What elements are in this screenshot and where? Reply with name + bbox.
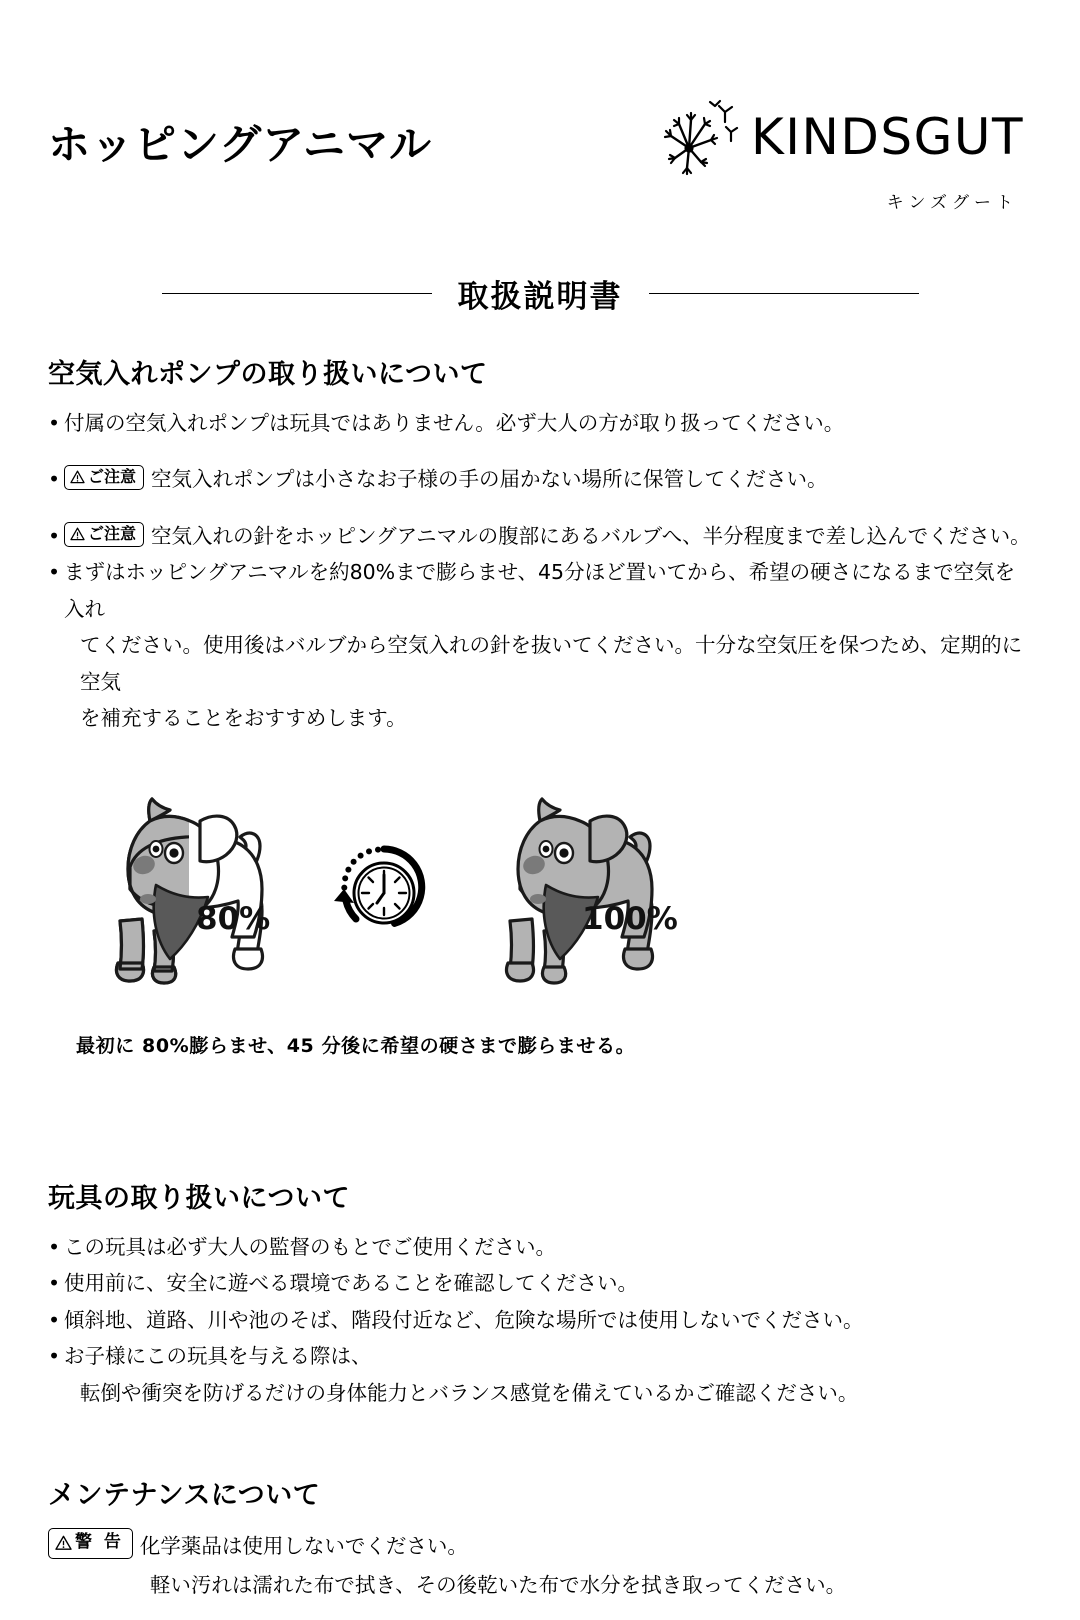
- caution-badge-label: ご注意: [88, 523, 137, 543]
- dog-left-label: 80%: [196, 900, 271, 937]
- bullet-text: お子様にこの玩具を与える際は、: [64, 1344, 372, 1369]
- bullet-dot: •: [48, 1271, 61, 1296]
- bullet-dot: •: [48, 1344, 61, 1369]
- section-heading-toy: 玩具の取り扱いについて: [48, 1182, 350, 1214]
- inflation-figure: [48, 777, 1032, 1058]
- paragraph-line-1: まずはホッピングアニマルを約80%まで膨らませ、45分ほど置いてから、希望の硬さになるまで空気を入れ: [64, 560, 1016, 621]
- bullet-dot: •: [48, 1234, 61, 1259]
- brand-name: KINDSGUT: [750, 108, 1024, 166]
- warning-badge: [48, 1528, 133, 1558]
- section-heading-maintenance: メンテナンスについて: [48, 1480, 321, 1512]
- list-item: [48, 461, 1032, 497]
- list-item: [48, 1265, 1032, 1301]
- dog-right-label: 100%: [582, 900, 678, 937]
- bullet-text: 空気入れポンプは小さなお子様の手の届かない場所に保管してください。: [151, 467, 828, 492]
- bullet-dot: •: [48, 411, 61, 435]
- paragraph-line-2: てください。使用後はバルブから空気入れの針を抜いてください。十分な空気圧を保つため、定期的に空気: [80, 633, 1023, 694]
- section-heading-pump: 空気入れポンプの取り扱いについて: [48, 359, 488, 390]
- caution-badge: [64, 465, 144, 490]
- page-header: [48, 0, 1032, 213]
- list-item: [48, 1229, 1032, 1265]
- list-item: [48, 518, 1032, 554]
- bullet-text: この玩具は必ず大人の監督のもとでご使用ください。: [64, 1234, 556, 1259]
- list-item: [48, 1338, 1032, 1411]
- manual-title: 取扱説明書: [457, 279, 623, 315]
- paragraph-line-3: を補充することをおすすめします。: [80, 706, 407, 731]
- dandelion-seed-icon: [655, 96, 747, 178]
- figure-row: [64, 777, 1032, 1009]
- caution-badge-label: ご注意: [88, 467, 137, 487]
- bullet-text: 使用前に、安全に遊べる環境であることを確認してください。: [64, 1271, 638, 1296]
- pump-bullet-list: [48, 405, 1032, 737]
- bullet-text: 付属の空気入れポンプは玩具ではありません。必ず大人の方が取り扱ってください。: [64, 411, 845, 435]
- warning-badge-label: 警 告: [75, 1532, 124, 1553]
- clock-rotate-icon: [332, 835, 436, 951]
- maintenance-line-1: 化学薬品は使用しないでください。: [139, 1534, 468, 1559]
- bullet-text: 傾斜地、道路、川や池のそば、階段付近など、危険な場所では使用しないでください。: [64, 1307, 864, 1332]
- bullet-dot: •: [48, 560, 61, 585]
- bullet-text-line-2: 転倒や衝突を防げるだけの身体能力とバランス感覚を備えているかご確認ください。: [80, 1380, 859, 1405]
- page-title: ホッピングアニマル: [48, 120, 433, 169]
- bullet-text: 空気入れの針をホッピングアニマルの腹部にあるバルブへ、半分程度まで差し込んでください。: [151, 523, 1031, 548]
- dog-partially-inflated-icon: [64, 777, 314, 1009]
- toy-bullet-list: [48, 1229, 1032, 1411]
- divider-right: [649, 293, 919, 294]
- bullet-dot: •: [48, 467, 61, 492]
- dog-fully-inflated-icon: [454, 777, 704, 1009]
- divider-left: [162, 293, 432, 294]
- caution-badge: [64, 522, 144, 547]
- list-item: [48, 405, 1032, 441]
- manual-title-row: [48, 271, 1032, 316]
- warning-triangle-icon: [70, 527, 85, 541]
- list-item: [48, 554, 1032, 736]
- warning-triangle-icon: [70, 470, 85, 484]
- bullet-dot: •: [48, 523, 61, 548]
- figure-caption: 最初に 80%膨らませ、45 分後に希望の硬さまで膨らませる。: [76, 1034, 636, 1057]
- list-item: [48, 1302, 1032, 1338]
- brand-subtitle: キンズグート: [886, 193, 1018, 213]
- maintenance-line-2: 軽い汚れは濡れた布で拭き、その後乾いた布で水分を拭き取ってください。: [149, 1572, 847, 1597]
- warning-triangle-icon: [55, 1535, 72, 1551]
- maintenance-warning-row: [48, 1528, 1032, 1603]
- bullet-dot: •: [48, 1307, 61, 1332]
- brand-logo: [655, 96, 1032, 213]
